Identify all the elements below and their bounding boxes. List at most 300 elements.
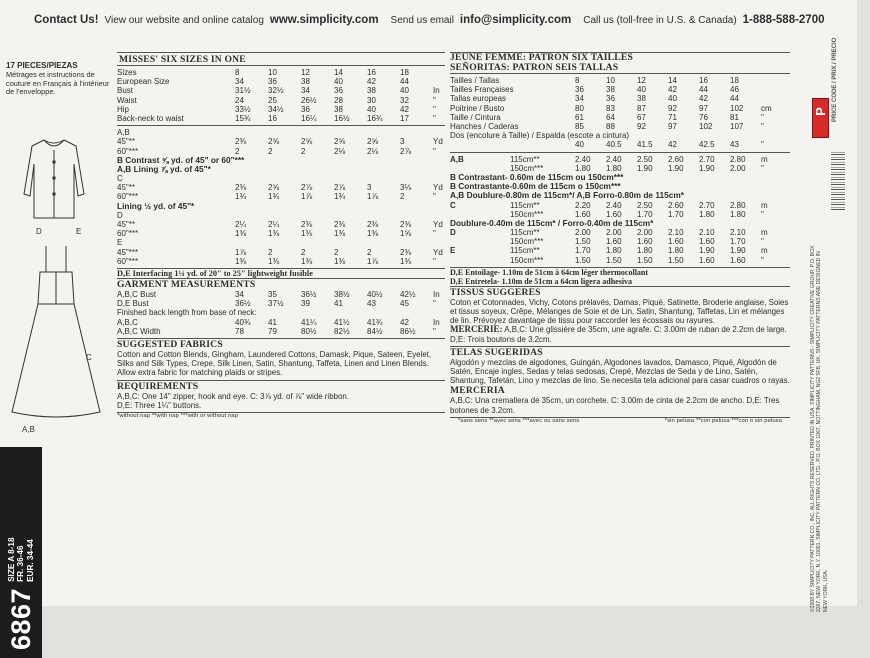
fig-label-d: D (36, 227, 42, 236)
value-cell: 38 (367, 86, 376, 96)
value-cell: 44 (699, 85, 708, 95)
value-cell: 1.80 (699, 209, 715, 219)
value-cell: 42½ (400, 289, 416, 299)
group-note: B Contrast ⅝ yd. of 45" or 60"*** (117, 154, 245, 165)
value-cell: 2.60 (668, 200, 684, 210)
value-cell: 37½ (268, 299, 284, 309)
value-cell: 97 (668, 121, 677, 131)
value-cell: 40 (367, 104, 376, 114)
row-label: 45"** (117, 137, 135, 147)
value-cell: 1.60 (606, 237, 622, 247)
value-cell: 26½ (301, 95, 317, 105)
value-cell: 39 (301, 299, 310, 309)
dos-row (450, 140, 790, 149)
value-cell: 1.70 (730, 237, 746, 247)
value-cell: 12 (301, 68, 310, 77)
value-cell: 1.80 (606, 246, 622, 256)
value-cell: 1.50 (668, 255, 684, 265)
value-cell: 12 (637, 76, 646, 85)
misses-column (117, 52, 445, 419)
row-label: 60"*** (117, 256, 139, 266)
contact-heading: Contact Us! (34, 14, 99, 26)
value-cell: 36 (606, 94, 615, 104)
row-label: 115cm** (510, 154, 540, 164)
jeune-column (450, 52, 790, 424)
row-label: 150cm*** (510, 163, 544, 173)
unit-cell: Yd (433, 247, 443, 257)
value-cell: 61 (575, 112, 584, 122)
value-cell: 88 (606, 121, 615, 131)
pattern-number-text (0, 447, 42, 658)
group-header (450, 256, 510, 265)
unit-cell: " (761, 112, 764, 122)
row-label: D,E Bust (117, 299, 149, 309)
value-cell: 40 (334, 77, 343, 87)
value-cell: 42 (699, 94, 708, 104)
value-cell: 38 (637, 94, 646, 104)
table-row (450, 246, 790, 255)
group-header: E (450, 246, 456, 256)
value-cell: 42 (367, 77, 376, 87)
value-cell: 2.10 (668, 228, 684, 238)
left-column (0, 52, 114, 650)
value-cell: 1.70 (637, 209, 653, 219)
eur-size-range: EUR. 34-44 (25, 539, 35, 582)
value-cell: 2 (268, 247, 273, 257)
fig-label-ab: A,B (22, 425, 35, 434)
group-note: Lining ½ yd. of 45"* (117, 200, 195, 211)
value-cell: 1.60 (699, 255, 715, 265)
value-cell: 36 (301, 104, 310, 114)
value-cell: 82½ (334, 326, 350, 336)
value-cell: 2⅛ (334, 146, 346, 156)
value-cell: 43 (367, 299, 376, 309)
value-cell: 40 (668, 94, 677, 104)
group-header: C (450, 200, 456, 210)
value-cell: 1.70 (668, 209, 684, 219)
unit-cell: " (433, 326, 436, 336)
unit-cell (433, 77, 445, 86)
value-cell: 64 (606, 112, 615, 122)
unit-cell: " (433, 299, 436, 309)
pattern-number: 6867 (5, 587, 36, 650)
value-cell: 2 (235, 146, 240, 156)
row-label: Tailles Françaises (450, 85, 514, 95)
value-cell: 1⅝ (400, 229, 412, 239)
value-cell: 1⅞ (367, 192, 379, 202)
value-cell: 2⅜ (400, 247, 412, 257)
table-row (117, 220, 445, 229)
row-label: Back-neck to waist (117, 113, 184, 123)
value-cell: 85 (575, 121, 584, 131)
unit-cell: " (761, 237, 764, 247)
value-cell: 1.60 (575, 209, 591, 219)
group-header: C (117, 174, 123, 184)
value-cell: 41 (268, 317, 277, 327)
value-cell: 2.80 (730, 154, 746, 164)
value-cell: 3 (367, 183, 372, 193)
value-cell: 1.60 (606, 209, 622, 219)
pieces-info (6, 62, 110, 97)
unit-cell (761, 94, 775, 103)
value-cell: 2.70 (699, 154, 715, 164)
value-cell: 2.20 (575, 200, 591, 210)
value-cell: 17 (400, 113, 409, 123)
requirements-text-2: D,E: Three 1¼" buttons. (117, 400, 202, 410)
value-cell: 38½ (334, 289, 350, 299)
value-cell: 36 (575, 85, 584, 95)
table-row (450, 155, 790, 164)
value-cell: 97 (699, 103, 708, 113)
value-cell: 3⅛ (400, 183, 412, 193)
value-cell: 1.50 (575, 237, 591, 247)
table-row (450, 104, 790, 113)
group-header: D (117, 210, 123, 220)
value-cell: 16¾ (367, 113, 383, 123)
value-cell: 1¾ (235, 192, 247, 202)
table-row (117, 68, 445, 77)
value-cell: 1.80 (668, 246, 684, 256)
french-footnote: *sans sens **avec sens ***avec ou sans sens (458, 417, 580, 424)
value-cell: 2.70 (699, 200, 715, 210)
value-cell: 42 (400, 104, 409, 114)
value-cell: 102 (730, 103, 744, 113)
value-cell: 16 (268, 113, 277, 123)
value-cell: 38 (334, 104, 343, 114)
value-cell: 1.90 (699, 246, 715, 256)
unit-cell: " (433, 146, 436, 156)
jeune-title-es: SEÑORITAS: PATRON SEIS TALLAS (450, 62, 619, 73)
value-cell: 2.00 (606, 228, 622, 238)
value-cell: 1⅜ (301, 229, 313, 239)
value-cell: 87 (637, 103, 646, 113)
value-cell: 2.10 (699, 228, 715, 238)
table-row (450, 201, 790, 210)
row-label: 60"*** (117, 192, 139, 202)
value-cell: 1.50 (606, 255, 622, 265)
value-cell: 10 (268, 68, 277, 77)
value-cell: 1⅞ (235, 247, 247, 257)
value-cell: 2 (400, 192, 405, 202)
unit-cell: " (761, 163, 764, 173)
value-cell: 2.10 (730, 228, 746, 238)
value-cell: 2.60 (668, 154, 684, 164)
value-cell: 86½ (400, 326, 416, 336)
row-label: Sizes (117, 68, 137, 77)
table-row (450, 113, 790, 122)
legal-text: ©2008 BY SIMPLICITY PATTERN CO., INC. ALL RIGHTS RESERVED. PRINTED IN USA. SIMPLICITY PATTERNS - SIMPLICITY CREATIVE GROUP, P.O. BOX 2267, NEW YORK, N.Y. 10001. SIMPLICITY PATTERN CO. LTD., P.O. BOX 1067, NOTTINGHAM, NG2 5FB, UK. SIMPLICITY PATTERNS ARE DESIGNED IN NEW YORK, USA. (810, 245, 829, 612)
value-cell: 2⅜ (400, 220, 412, 230)
value-cell: 2.80 (730, 200, 746, 210)
value-cell: 34½ (268, 104, 284, 114)
garment-measurements-title: GARMENT MEASUREMENTS (117, 278, 256, 290)
value-cell: 2 (367, 247, 372, 257)
value-cell: 1.90 (668, 163, 684, 173)
value-cell: 42 (668, 140, 677, 150)
pieces-title: 17 PIECES/PIEZAS (6, 61, 78, 70)
value-cell: 1.80 (606, 163, 622, 173)
value-cell: 79 (268, 326, 277, 336)
fig-label-c: C (86, 353, 92, 362)
value-cell: 1⅜ (235, 256, 247, 266)
row-label: Tallas europeas (450, 94, 507, 104)
value-cell: 2⅞ (400, 146, 412, 156)
value-cell: 38 (606, 85, 615, 95)
value-cell: 34 (301, 86, 310, 96)
group-header: A,B (450, 154, 464, 164)
value-cell: 2.40 (606, 154, 622, 164)
table-row (450, 76, 790, 85)
value-cell: 1⅜ (235, 229, 247, 239)
size-range: SIZE A 8-18 (6, 537, 16, 582)
misses-yardage-table (117, 128, 445, 266)
value-cell: 44 (730, 94, 739, 104)
value-cell: 36½ (235, 299, 251, 309)
table-row (450, 122, 790, 131)
row-label: 150cm*** (510, 237, 544, 247)
price-code-label: PRICE CODE / PRIX / PRECIO (832, 37, 838, 122)
value-cell: 36½ (301, 289, 317, 299)
value-cell: 1⅜ (400, 256, 412, 266)
row-label (450, 256, 575, 265)
value-cell: 1.80 (730, 209, 746, 219)
value-cell: 10 (606, 76, 615, 85)
unit-cell: In (433, 289, 440, 299)
value-cell: 36 (268, 77, 277, 87)
fig-label-e: E (76, 227, 82, 236)
phone-number[interactable]: 1-888-588-2700 (742, 14, 825, 26)
finished-length-table (117, 318, 445, 336)
value-cell: 36 (334, 86, 343, 96)
top-drawing (24, 140, 84, 218)
telas-text: Algodón y mezclas de algodones, Guingán, Algodones lavados, Damasco, Piqué, Algodón de Satén, Encaje ingles, Sedas y telas sedosas, Crepé, Mezclas de Seda y de Lino, Satén, Shantung, Tafetán, Lino y mezclas de lino. Se necesita tela adicional para casar cuadros o rayas. (450, 357, 790, 386)
website-link[interactable]: www.simplicity.com (269, 14, 379, 26)
tissus-title: TISSUS SUGGERES (450, 286, 541, 298)
value-cell: 31½ (235, 86, 251, 96)
value-cell: 40¾ (235, 317, 251, 327)
misses-footnote: *without nap **with nap ***with or without nap (117, 412, 238, 419)
unit-cell (761, 76, 775, 85)
value-cell: 34 (235, 289, 244, 299)
group-header: A,B (117, 128, 130, 138)
row-label: 60"*** (117, 229, 139, 239)
unit-cell: " (433, 229, 436, 239)
unit-cell: " (761, 209, 764, 219)
unit-cell: cm (761, 103, 772, 113)
value-cell: 2.40 (575, 154, 591, 164)
entoilage-line: D,E Entoilage- 1.10m de 51cm à 64cm léger thermocollant (450, 267, 649, 277)
value-cell: 18 (400, 68, 409, 77)
value-cell: 35 (268, 289, 277, 299)
spanish-footnote: *sin pelusa **con pelusa ***con o sin pelusa (664, 417, 782, 424)
unit-cell: Yd (433, 137, 443, 147)
requirements-title: REQUIREMENTS (117, 380, 199, 392)
value-cell: 40 (575, 140, 584, 150)
value-cell: 2.50 (637, 154, 653, 164)
value-cell: 16 (699, 76, 708, 85)
value-cell: 2 (334, 247, 339, 257)
group-header: D (450, 228, 456, 238)
value-cell: 45 (400, 299, 409, 309)
value-cell: 30 (367, 95, 376, 105)
value-cell: 24 (235, 95, 244, 105)
value-cell: 102 (699, 121, 713, 131)
unit-cell: In (433, 317, 440, 327)
value-cell: 42 (400, 317, 409, 327)
value-cell: 1⅜ (268, 256, 280, 266)
value-cell: 42.5 (699, 140, 715, 150)
unit-cell (433, 68, 445, 77)
row-label: Poitrine / Busto (450, 103, 505, 113)
value-cell: 80 (575, 103, 584, 113)
contact-email-text: Send us email (390, 14, 454, 26)
table-row (450, 94, 790, 103)
barcode-icon (831, 150, 845, 210)
merceria-title: MERCERIA (450, 385, 505, 397)
value-cell: 2⅝ (301, 137, 313, 147)
misses-title: MISSES' SIX SIZES IN ONE (119, 54, 246, 65)
price-code-letter: P (813, 107, 828, 116)
table-row (117, 248, 445, 257)
table-row (117, 77, 445, 86)
row-label: 115cm** (510, 246, 540, 256)
dress-drawing (12, 246, 100, 417)
table-row (117, 183, 445, 192)
value-cell: 2 (301, 247, 306, 257)
table-row (450, 140, 790, 149)
value-cell: 1.90 (637, 163, 653, 173)
table-row (450, 228, 790, 237)
group-header: A,B Lining ⅞ yd. of 45"* (117, 163, 211, 174)
value-cell: 1.60 (637, 237, 653, 247)
value-cell: 2.00 (730, 163, 746, 173)
value-cell: 14 (668, 76, 677, 85)
entretela-line: D,E Entretela- 1.10m de 51cm a 64cm ligera adhesiva (450, 276, 633, 286)
value-cell: 1.60 (668, 237, 684, 247)
value-cell: 1.90 (699, 163, 715, 173)
value-cell: 2⅜ (367, 220, 379, 230)
value-cell: 107 (730, 121, 744, 131)
unit-cell: " (433, 95, 436, 105)
value-cell: 18 (730, 76, 739, 85)
unit-cell: m (761, 154, 768, 164)
value-cell: 2.40 (606, 200, 622, 210)
value-cell: 41.5 (637, 140, 653, 150)
value-cell: 84½ (367, 326, 383, 336)
value-cell: 40.5 (606, 140, 622, 150)
value-cell: 15¾ (235, 113, 251, 123)
unit-cell: " (433, 104, 436, 114)
value-cell: 43 (730, 140, 739, 150)
value-cell: 16½ (334, 113, 350, 123)
value-cell: 2 (268, 146, 273, 156)
row-label: A,B,C (117, 317, 138, 327)
value-cell: 33½ (235, 104, 251, 114)
row-label: 115cm** (510, 200, 540, 210)
value-cell: 8 (575, 76, 580, 85)
value-cell: 1⅜ (268, 229, 280, 239)
value-cell: 2⅜ (235, 137, 247, 147)
dos-label: Dos (encolure à Taille) / Espalda (escote a cintura) (450, 131, 630, 141)
value-cell: 81 (730, 112, 739, 122)
value-cell: 42 (668, 85, 677, 95)
fabrics-title: SUGGESTED FABRICS (117, 338, 223, 350)
mercerie-title: MERCERIE: (450, 324, 503, 335)
table-row (117, 290, 445, 299)
telas-title: TELAS SUGERIDAS (450, 346, 543, 358)
value-cell: 32 (400, 95, 409, 105)
jeune-metrage-table (450, 155, 790, 265)
row-label: Waist (117, 95, 137, 105)
row-label: A,B,C Bust (117, 289, 157, 299)
value-cell: 2⅝ (367, 137, 379, 147)
garment-measurements-table (117, 290, 445, 308)
value-cell: 1.60 (730, 255, 746, 265)
row-label: 60"*** (117, 146, 139, 156)
value-cell: 2¼ (268, 220, 280, 230)
row-label: 115cm** (510, 228, 540, 238)
fr-size-range: FR. 36-46 (16, 545, 26, 582)
value-cell: 41 (334, 299, 343, 309)
email-link[interactable]: info@simplicity.com (459, 14, 572, 26)
value-cell: 2⅝ (268, 137, 280, 147)
value-cell: 8 (235, 68, 240, 77)
unit-cell: " (433, 256, 436, 266)
row-label: 45"** (117, 183, 135, 193)
row-label: Hanches / Caderas (450, 121, 519, 131)
value-cell: 1⅞ (367, 256, 379, 266)
value-cell: 41¾ (367, 317, 383, 327)
table-row (450, 237, 790, 246)
row-label (450, 201, 575, 210)
value-cell: 1⅜ (301, 256, 313, 266)
unit-cell: m (761, 228, 768, 238)
table-row (117, 105, 445, 114)
unit-cell (761, 85, 775, 94)
unit-cell: m (761, 246, 768, 256)
value-cell: 1.70 (575, 246, 591, 256)
row-label: European Size (117, 77, 170, 87)
interfacing-line: D,E Interfacing 1¼ yd. of 20" to 25" lightweight fusible (117, 268, 313, 278)
value-cell: 44 (400, 77, 409, 87)
row-label (450, 140, 575, 149)
row-label: Taille / Cintura (450, 112, 501, 122)
value-cell: 78 (235, 326, 244, 336)
row-label: Tailles / Tallas (450, 76, 500, 85)
value-cell: 2.50 (637, 200, 653, 210)
misses-size-table (117, 68, 445, 123)
row-label: A,B,C Width (117, 326, 161, 336)
value-cell: 2⅝ (268, 183, 280, 193)
value-cell: 1.60 (699, 237, 715, 247)
garment-line-drawings (0, 122, 114, 434)
value-cell: 1.80 (575, 163, 591, 173)
value-cell: 2⅛ (367, 146, 379, 156)
size-info (7, 537, 35, 581)
pattern-number-band (0, 447, 42, 658)
unit-cell: " (433, 192, 436, 202)
value-cell: 2¼ (235, 220, 247, 230)
value-cell: 80½ (301, 326, 317, 336)
table-row (117, 114, 445, 123)
table-row (117, 96, 445, 105)
contact-phone-text: Call us (toll-free in U.S. & Canada) (583, 14, 737, 26)
row-label: Bust (117, 86, 134, 96)
value-cell: 1⅞ (301, 192, 313, 202)
value-cell: 2⅞ (334, 183, 346, 193)
row-label: 150cm*** (510, 255, 544, 265)
value-cell: 40 (637, 85, 646, 95)
